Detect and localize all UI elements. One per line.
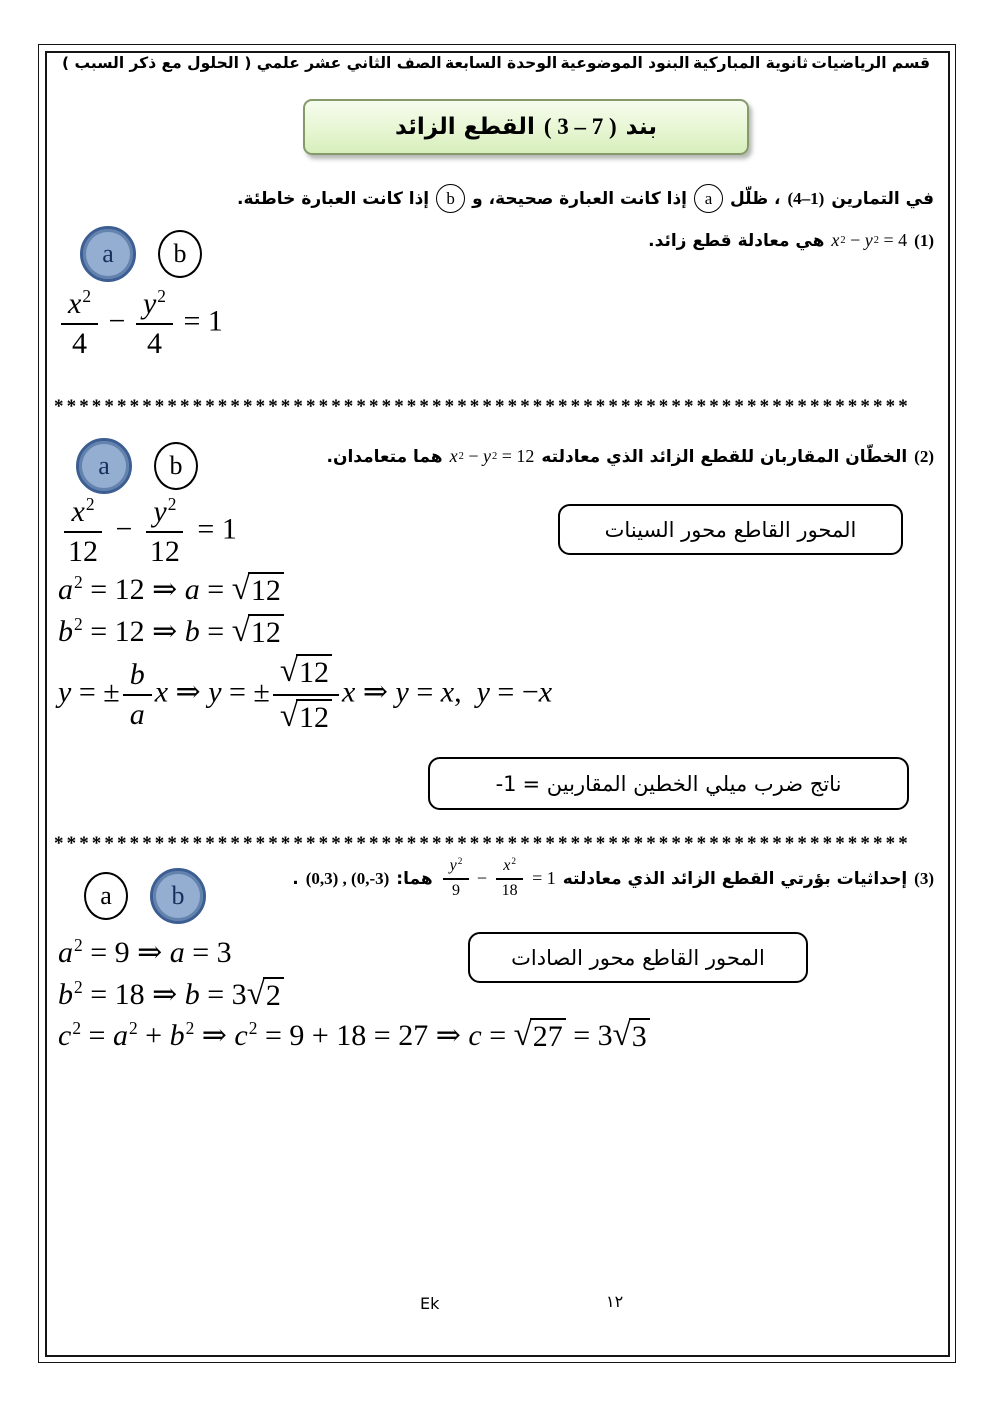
header: [62, 54, 930, 72]
header-item-unit: الوحدة السابعة: [444, 54, 558, 72]
text-segment: في التمارين: [831, 188, 934, 209]
math-work-line: $b^2 = 12$ ⇒ b = √ 12: [58, 613, 552, 651]
text-segment: هي معادلة قطع زائد.: [648, 230, 825, 251]
math-work-line: y = ± $\frac{b}{a}$ x ⇒ y = ± √ 12 √ 12 x ⇒ y = x, y = −x: [58, 653, 553, 734]
header-item-department: قسم الرياضيات: [811, 54, 930, 72]
math-sqrt: √ 12: [232, 572, 284, 609]
math-var: a: [169, 936, 185, 969]
ltr-segment: (0,3) , (0,-3): [305, 868, 390, 888]
math-var: a: [129, 697, 145, 731]
math-work-line: $\frac{x^2}{4}$ − $\frac{y^2}{4}$ = 1: [58, 288, 223, 359]
text-segment: الخطّان المقاربان للقطع الزائد الذي معادلته: [541, 446, 908, 467]
separator-line-1: ********************************************************************: [54, 396, 911, 417]
math-fraction: $\frac{y^2}{9}$: [443, 858, 470, 900]
text-segment: بند: [625, 114, 657, 140]
radical-sign: √: [279, 653, 299, 689]
math-exponent: 2: [167, 494, 177, 514]
math-exponent: 2: [72, 1018, 82, 1038]
math-var: b: [58, 614, 73, 648]
math-var: y: [476, 675, 490, 709]
math-exponent: 2: [74, 613, 83, 634]
math-exponent: 2: [74, 976, 83, 997]
math-var: x: [154, 675, 169, 709]
q1-option-a[interactable]: a: [80, 226, 136, 282]
math-var: a: [58, 573, 73, 606]
math-var: a: [184, 573, 200, 606]
math-var: x: [71, 495, 85, 528]
math-work-line: $a^2 = 12$ ⇒ a = √ 12: [58, 571, 552, 609]
math-exponent: 2: [511, 856, 516, 867]
math-var: y: [153, 495, 167, 528]
ltr-segment: -1: [495, 771, 517, 796]
math-exponent: 2: [457, 856, 463, 867]
footer-page-number: ١٢: [606, 1292, 624, 1311]
ltr-segment: (2): [914, 446, 934, 466]
section-title-box: [303, 99, 749, 155]
math-var: x: [68, 287, 82, 320]
math-segment: $\frac{y^2}{9}$ − $\frac{x^2}{18}$ = 1: [440, 858, 556, 900]
math-var: b: [58, 977, 73, 1011]
text-segment: إحداثيات بؤرتي القطع الزائد الذي معادلته: [562, 868, 908, 889]
math-var: c: [234, 1019, 248, 1052]
ltr-segment: (4–1): [787, 188, 825, 208]
math-var: b: [184, 977, 200, 1011]
math-var: y: [142, 287, 157, 320]
math-var: y: [482, 446, 491, 466]
math-var: x: [831, 230, 840, 250]
q3-options: [84, 868, 206, 924]
q3-answer-box: المحور القاطع محور الصادات: [468, 932, 808, 983]
q1-statement: [648, 230, 934, 251]
q1-solution-work: [58, 288, 223, 359]
math-sqrt: √ 27: [514, 1018, 566, 1055]
radical-sign: √: [612, 1017, 631, 1053]
math-work-line: $c^2 = a^2 + b^2$ ⇒ $c^2 = 9 + 18 = 27$ ⇒ c = √ 27 = 3 √ 3: [58, 1017, 650, 1055]
math-var: b: [184, 614, 200, 648]
text-segment: إذا كانت العبارة صحيحة، و: [472, 188, 687, 209]
ltr-segment: (1): [914, 230, 934, 250]
math-var: a: [112, 1019, 128, 1052]
q3-solution-work: [58, 934, 650, 1055]
math-exponent: 2: [74, 935, 83, 955]
math-work-line: $b^2 = 18$ ⇒ b = 3 √ 2: [58, 976, 650, 1014]
math-work-line: $\frac{x^2}{12}$ − $\frac{y^2}{12}$ = 1: [58, 496, 552, 567]
math-var: x: [538, 675, 553, 709]
math-var: y: [395, 675, 409, 709]
text-segment: ، ظلّل: [730, 188, 781, 209]
text-segment: ناتج ضرب ميلي الخطين المقاربين =: [522, 771, 842, 796]
math-exponent: 2: [85, 494, 95, 514]
math-exponent: 2: [157, 286, 166, 306]
math-segment: x 2 − y 2 = 4: [831, 230, 908, 250]
q2-answer-box: المحور القاطع محور السينات: [558, 504, 903, 555]
math-fraction: $\frac{x^2}{4}$: [61, 288, 98, 359]
math-exponent: 2: [248, 1018, 258, 1038]
text-segment: .: [292, 868, 299, 889]
math-var: c: [468, 1019, 482, 1052]
math-var: b: [129, 658, 145, 691]
separator-line-2: ********************************************************************: [54, 833, 911, 854]
math-fraction: $\frac{y^2}{4}$: [136, 288, 173, 359]
math-sqrt: √ 2: [247, 977, 284, 1014]
instruction-line: [237, 184, 934, 213]
q2-option-b[interactable]: b: [154, 442, 198, 490]
math-exponent: 2: [82, 286, 92, 306]
header-item-doc-type: البنود الموضوعية: [560, 54, 690, 72]
math-fraction: $\frac{y^2}{12}$: [143, 496, 187, 567]
math-sqrt: √ 12: [232, 614, 284, 651]
math-var: y: [208, 675, 222, 709]
math-var: y: [58, 675, 72, 709]
math-segment: x 2 − y 2 = 12: [449, 446, 535, 466]
answer-circle-ref: a: [694, 184, 723, 213]
radical-sign: √: [279, 697, 299, 734]
q1-options: [80, 226, 202, 282]
math-exponent: 2: [128, 1018, 138, 1038]
text-segment: القطع الزائد: [395, 114, 535, 140]
math-var: b: [169, 1019, 185, 1052]
math-sqrt: √ 12: [280, 654, 332, 691]
math-fraction: $\frac{x^2}{12}$: [61, 496, 105, 567]
q1-option-b[interactable]: b: [158, 230, 202, 278]
text-segment: هما:: [396, 868, 433, 889]
math-var: x: [449, 446, 458, 466]
radical-sign: √: [513, 1017, 532, 1053]
ltr-segment: ( 3 – 7 ): [543, 114, 617, 139]
q2-solution-work: [58, 496, 552, 735]
q2-options: [76, 438, 198, 494]
footer-author: Ek: [420, 1294, 440, 1313]
q3-option-b[interactable]: b: [150, 868, 206, 924]
math-var: y: [449, 857, 457, 874]
math-exponent: 2: [185, 1018, 195, 1038]
header-item-school: ثانوية المباركية: [692, 54, 809, 72]
q2-note-box: [428, 757, 909, 810]
math-var: c: [58, 1019, 72, 1052]
ltr-segment: (3): [914, 868, 934, 888]
q3-option-a[interactable]: a: [84, 872, 128, 920]
header-item-grade: الصف الثاني عشر علمي ( الحلول مع ذكر السبب ): [62, 54, 442, 72]
math-exponent: 2: [74, 572, 83, 592]
math-var: y: [864, 230, 873, 250]
radical-sign: √: [246, 975, 265, 1012]
radical-sign: √: [231, 571, 250, 607]
math-sqrt: √ 3: [613, 1018, 650, 1055]
q2-option-a[interactable]: a: [76, 438, 132, 494]
math-work-line: $a^2 = 9$ ⇒ a = 3: [58, 935, 232, 969]
text-segment: هما متعامدان.: [326, 446, 443, 467]
math-var: x: [503, 857, 511, 874]
math-fraction: [123, 659, 152, 730]
answer-circle-ref: b: [436, 184, 465, 213]
math-var: a: [58, 936, 73, 969]
radical-sign: √: [231, 612, 250, 649]
math-var: x: [440, 675, 455, 709]
text-segment: إذا كانت العبارة خاطئة.: [237, 188, 430, 209]
math-fraction: $\frac{x^2}{18}$: [495, 858, 525, 900]
math-sqrt: √ 12: [280, 699, 332, 736]
section-title: [395, 114, 657, 140]
q2-statement: [327, 446, 934, 467]
q3-statement: [292, 858, 934, 900]
math-var: x: [342, 675, 356, 709]
math-fraction: [273, 654, 339, 735]
